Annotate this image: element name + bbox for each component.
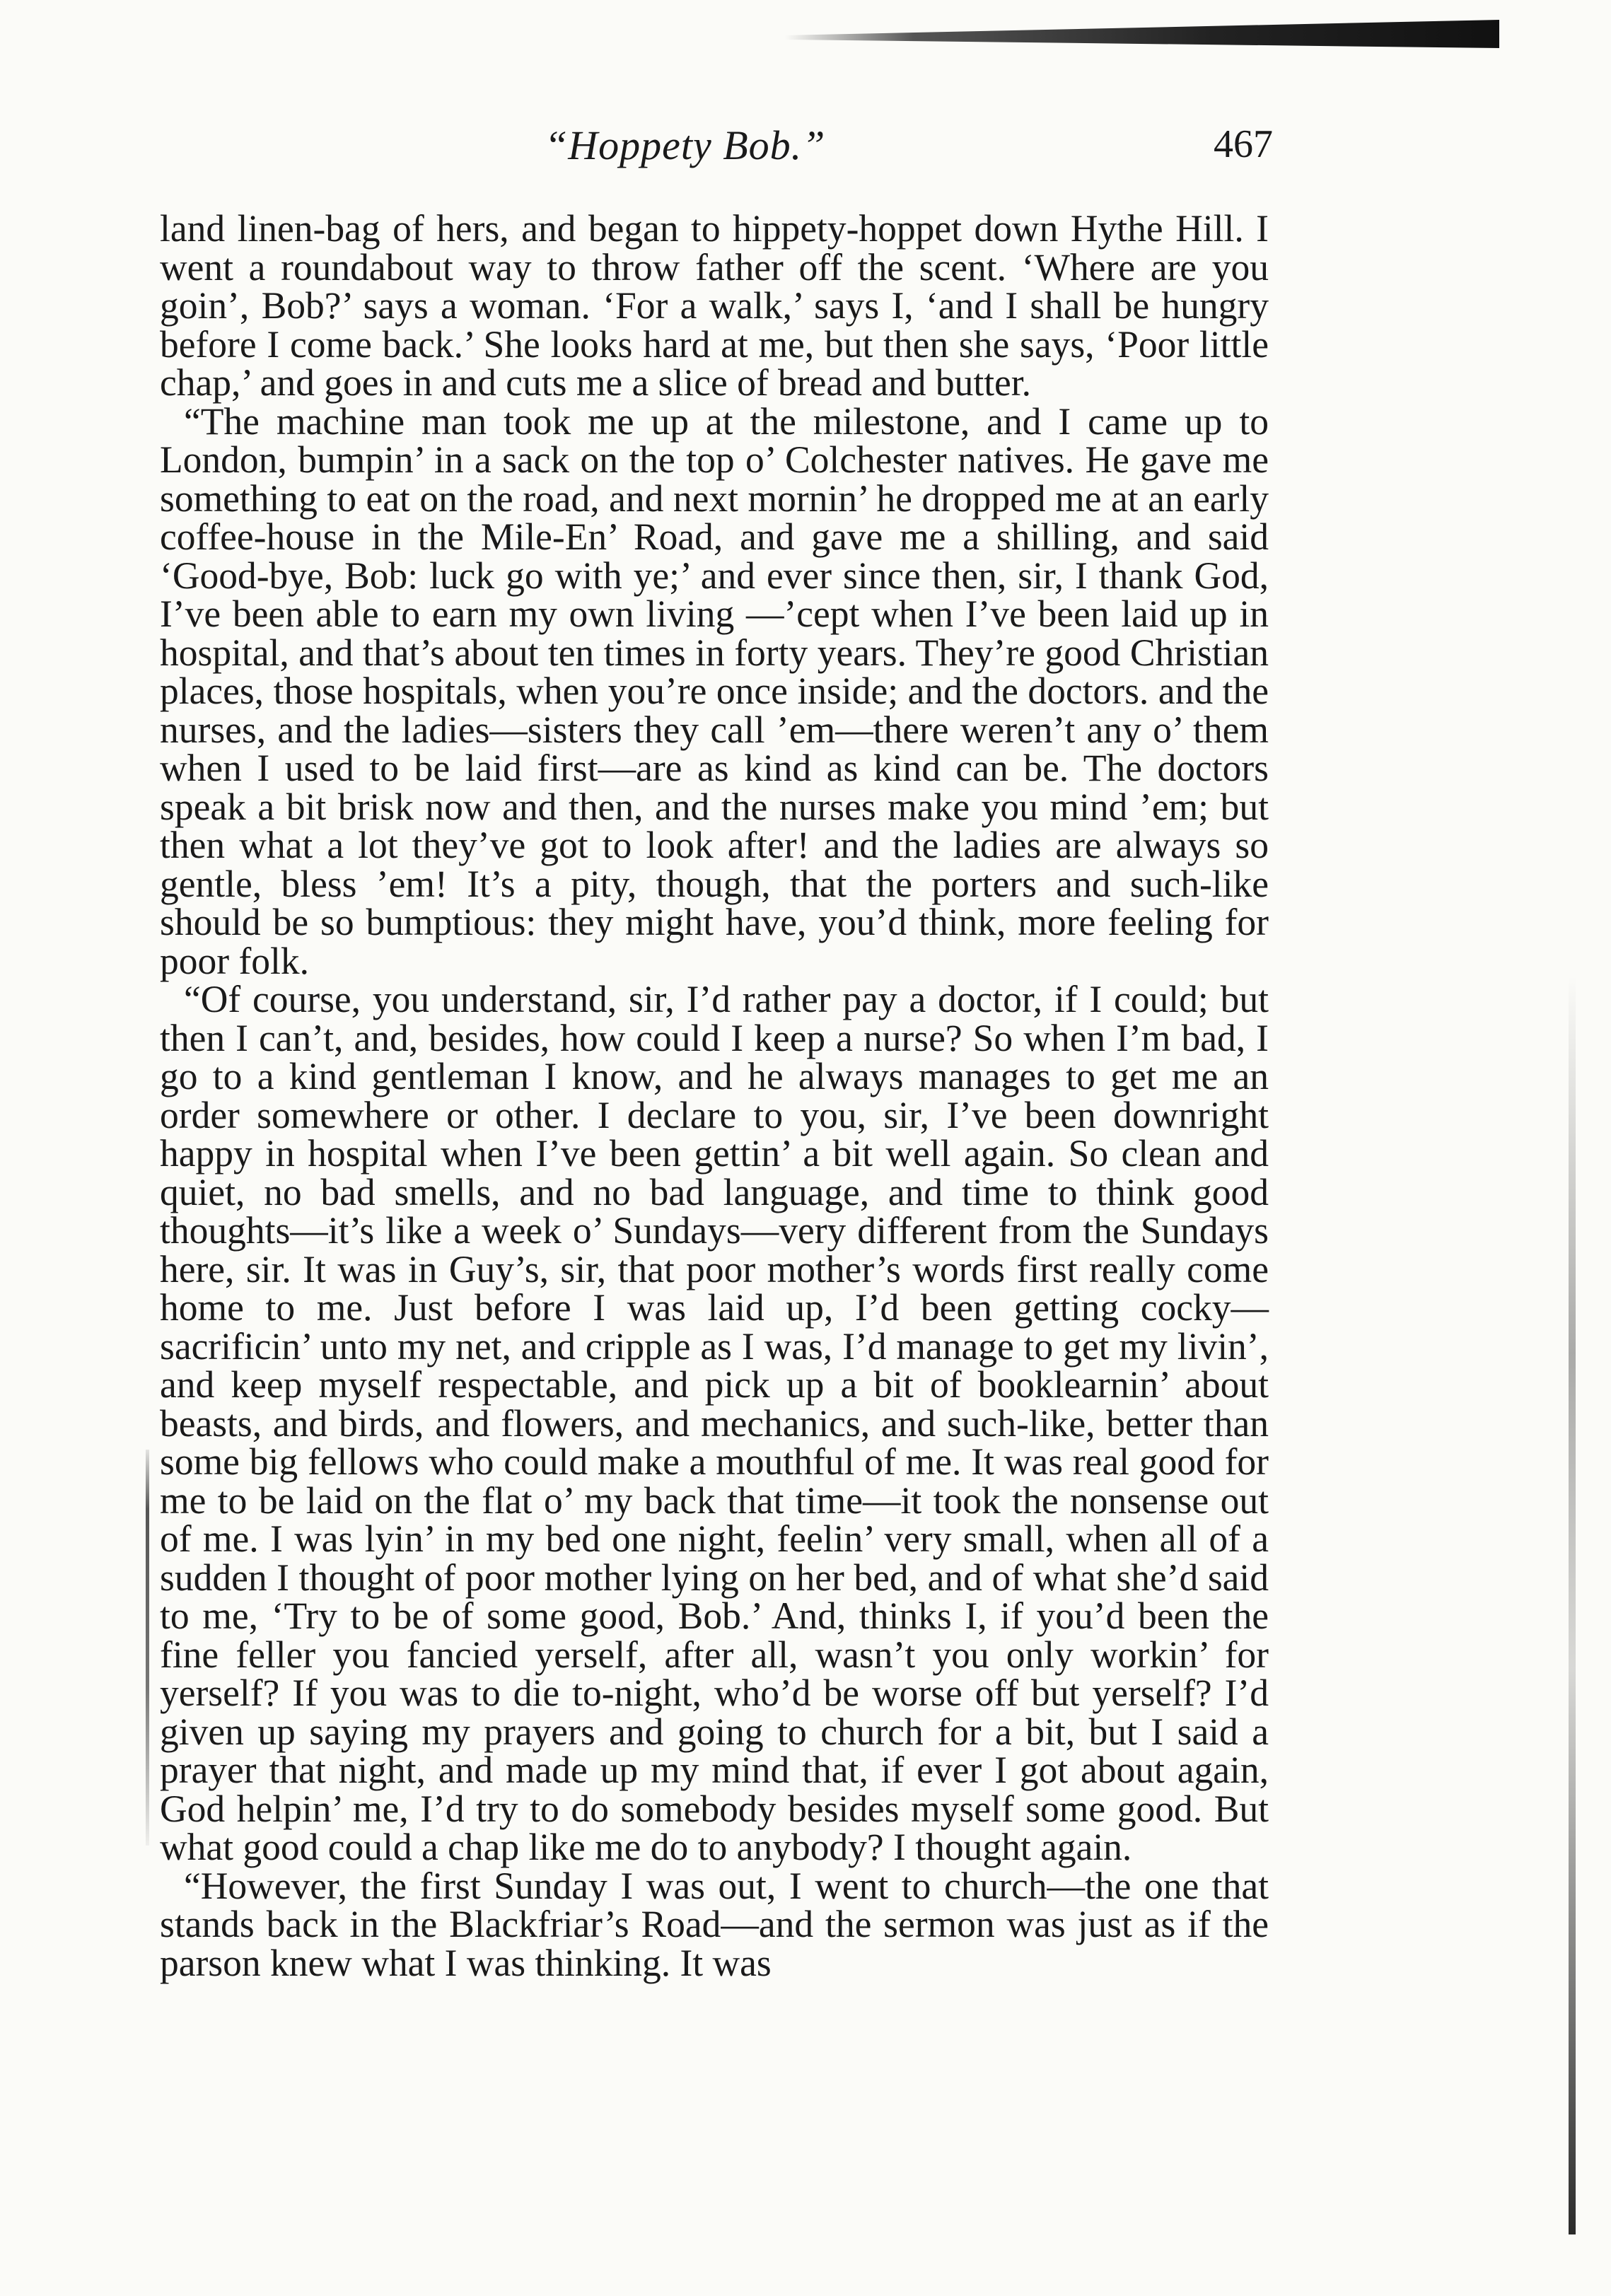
- page-header: [170, 122, 1273, 178]
- paragraph: “However, the first Sunday I was out, I went to church—the one that stands back in the Blackfriar’s Road—and the sermon was just as if the parson knew what I was thinking. It was: [160, 1864, 1269, 1984]
- paragraph: “Of course, you understand, sir, I’d rather pay a doctor, if I could; but then I can’t, and, besides, how could I keep a nurse? So when I’m bad, I go to a kind gentleman I know, and he always manages to get me an order somewhere or other. I declare to you, sir, I’ve been downright happy in hospital when I’ve been gettin’ a bit well again. So clean and quiet, no bad smells, and no bad language, and time to think good thoughts—it’s like a week o’ Sundays—very different from the Sundays here, sir. It was in Guy’s, sir, that poor mother’s words first really come home to me. Just before I was laid up, I’d been getting cocky—sacrificin’ unto my net, and cripple as I was, I’d manage to get my livin’, and keep myself respectable, and pick up a bit of booklearnin’ about beasts, and birds, and flowers, and mechanics, and such-like, better than some big fellows who could make a mouthful of me. It was real good for me to be laid on the flat o’ my back that time—it took the nonsense out of me. I was lyin’ in my bed one night, feelin’ very small, when all of a sudden I thought of poor mother lying on her bed, and of what she’d said to me, ‘Try to be of some good, Bob.’ And, thinks I, if you’d been the fine feller you fancied yerself, after all, wasn’t you only workin’ for yerself? If you was to die to-night, who’d be worse off but yerself? I’d given up saying my prayers and going to church for a bit, but I said a prayer that night, and made up my mind that, if ever I got about again, God helpin’ me, I’d try to do somebody besides myself some good. But what good could a chap like me do to anybody? I thought again.: [160, 978, 1269, 1868]
- body-text: [160, 209, 1269, 1982]
- page-number: 467: [1214, 122, 1273, 166]
- running-title: “Hoppety Bob.”: [545, 122, 826, 168]
- paragraph: land linen-bag of hers, and began to hippety-hoppet down Hythe Hill. I went a roundabout way to throw father off the scent. ‘Where are you goin’, Bob?’ says a woman. ‘For a walk,’ says I, ‘and I shall be hungry before I come back.’ She looks hard at me, but then she says, ‘Poor little chap,’ and goes in and cuts me a slice of bread and butter.: [160, 207, 1269, 404]
- margin-pencil-mark: [146, 1450, 149, 1846]
- right-edge-shadow: [1569, 976, 1576, 2234]
- paragraph: “The machine man took me up at the milestone, and I came up to London, bumpin’ in a sack on the top o’ Colchester natives. He gave me something to eat on the road, and next mornin’ he dropped me at an early coffee-house in the Mile-En’ Road, and gave me a shilling, and said ‘Good-bye, Bob: luck go with ye;’ and ever since then, sir, I thank God, I’ve been able to earn my own living —’cept when I’ve been laid up in hospital, and that’s about ten times in forty years. They’re good Christian places, those hospitals, when you’re once inside; and the doctors. and the nurses, and the ladies—sisters they call ’em—there weren’t any o’ them when I used to be laid first—are as kind as kind can be. The doctors speak a bit brisk now and then, and the nurses make you mind ’em; but then what a lot they’ve got to look after! and the ladies are always so gentle, bless ’em! It’s a pity, though, that the porters and such-like should be so bumptious: they might have, you’d think, more feeling for poor folk.: [160, 400, 1269, 982]
- top-printed-rule: [785, 20, 1499, 48]
